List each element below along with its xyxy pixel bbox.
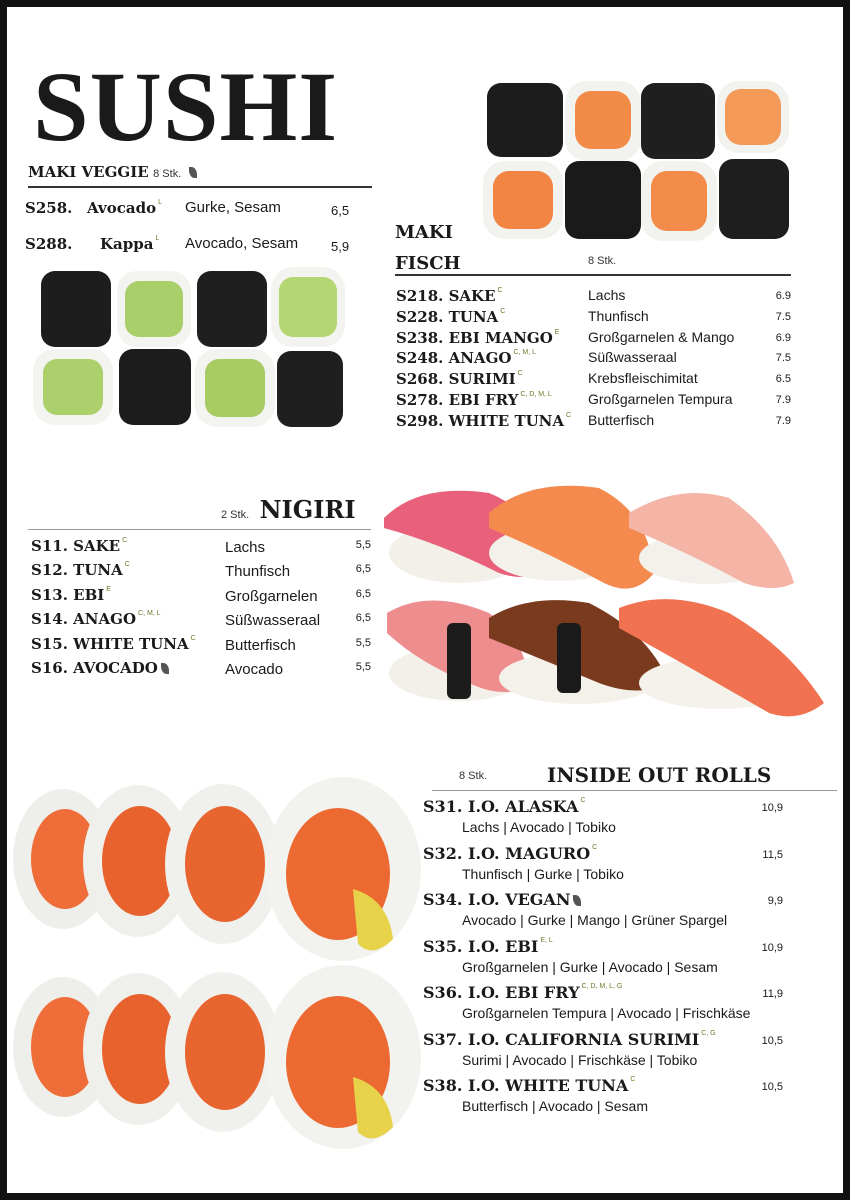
list-item (396, 370, 791, 391)
item-code: S258. (25, 199, 73, 217)
item-desc: Avocado | Gurke | Mango | Grüner Spargel (462, 912, 728, 928)
list-item (31, 659, 371, 683)
item-desc: Thunfisch (225, 563, 291, 581)
maki-fisch-list (396, 287, 791, 433)
item-price: 11,5 (762, 848, 783, 861)
maki-veggie-pieces: 8 Stk. (153, 168, 182, 180)
inside-out-list (423, 797, 823, 1123)
maki-fisch-rule (395, 274, 791, 276)
allergen-label: C (592, 843, 598, 851)
item-name: S268. SURIMI $^C$ (396, 370, 523, 389)
item-price: 6,5 (331, 203, 350, 218)
item-price: 7.9 (775, 393, 791, 406)
item-name: S37. I.O. CALIFORNIA SURIMI $^{C, G}$ (423, 1029, 716, 1049)
item-name: Kappa $^L$ (100, 235, 160, 253)
item-name: S15. WHITE TUNA $^C$ (31, 634, 196, 653)
nigiri-list (31, 537, 371, 683)
item-price: 11,9 (762, 988, 783, 1000)
item-name: Avocado $^L$ (87, 199, 163, 217)
allergen-label: C, M, L (513, 349, 537, 357)
item-name: S14. ANAGO $^{C, M, L}$ (31, 610, 161, 629)
item-desc: Großgarnelen | Gurke | Avocado | Sesam (462, 958, 718, 975)
item-price: 6,5 (355, 612, 371, 625)
list-item (396, 391, 791, 412)
item-price: 6.9 (775, 290, 791, 302)
item-price: 6,5 (355, 563, 371, 576)
item-desc: Thunfisch (588, 307, 649, 324)
page-title: SUSHI (33, 51, 339, 162)
list-item (396, 349, 791, 370)
item-price: 6.9 (775, 331, 791, 344)
item-price: 5,5 (355, 636, 371, 649)
item-name: S238. EBI MANGO $^E$ (396, 328, 560, 347)
list-item (423, 1030, 823, 1077)
maki-veggie-header (28, 163, 197, 182)
item-price: 7.5 (775, 310, 791, 323)
item-desc: Avocado (225, 660, 284, 678)
allergen-label: C (517, 370, 523, 378)
inside-out-rule (432, 790, 837, 791)
item-name: S35. I.O. EBI $^{E, L}$ (423, 936, 553, 956)
list-item (31, 537, 371, 561)
item-desc: Großgarnelen & Mango (588, 328, 735, 345)
allergen-label: L (158, 199, 163, 206)
item-desc: Süßwasseraal (588, 349, 677, 366)
item-price: 6.5 (775, 373, 791, 386)
inside-out-heading: INSIDE OUT ROLLS (547, 763, 772, 787)
nigiri-image (379, 473, 829, 743)
item-desc: Großgarnelen Tempura | Avocado | Frischkäse (462, 1005, 751, 1021)
item-name: S278. EBI FRY $^{C, D, M, L}$ (396, 390, 552, 409)
maki-veggie-rule (28, 186, 372, 188)
item-name: S16. AVOCADO (31, 659, 169, 677)
item-desc: Gurke, Sesam (185, 199, 281, 216)
allergen-label: C, G (701, 1029, 716, 1037)
list-item (423, 983, 823, 1030)
allergen-label: C, D, M, L, G (581, 983, 623, 990)
item-name: S38. I.O. WHITE TUNA $^C$ (423, 1076, 636, 1095)
allergen-label: E, L (540, 936, 553, 944)
allergen-label: L (155, 235, 160, 242)
item-desc: Surimi | Avocado | Frischkäse | Tobiko (462, 1051, 698, 1068)
item-price: 10,5 (761, 1081, 783, 1093)
item-desc: Lachs (588, 287, 626, 303)
list-item (423, 890, 823, 937)
allergen-label: C, D, M, L (520, 390, 552, 398)
maki-fisch-image (481, 77, 791, 242)
list-item (31, 635, 371, 659)
nigiri-rule (28, 529, 371, 530)
vegan-leaf-icon (161, 663, 169, 674)
item-code: S288. (25, 235, 73, 253)
item-name: S248. ANAGO $^{C, M, L}$ (396, 349, 537, 368)
allergen-label: C (122, 537, 128, 544)
list-item (31, 610, 371, 634)
maki-veggie-list (25, 199, 365, 271)
item-name: S32. I.O. MAGURO $^C$ (423, 843, 598, 863)
item-price: 5,9 (331, 239, 350, 254)
maki-veggie-image (27, 265, 347, 429)
allergen-label: C (630, 1076, 636, 1083)
inside-out-pieces: 8 Stk. (459, 770, 488, 782)
maki-veggie-heading: MAKI VEGGIE (28, 163, 149, 181)
allergen-label: C (580, 797, 586, 804)
menu-page (7, 7, 843, 1193)
item-price: 5,5 (355, 660, 371, 673)
item-name: S36. I.O. EBI FRY $^{C, D, M, L, G}$ (423, 983, 623, 1002)
item-name: S298. WHITE TUNA $^C$ (396, 411, 572, 430)
item-desc: Süßwasseraal (225, 612, 321, 630)
allergen-label: C (190, 634, 196, 642)
maki-fisch-heading: MAKI FISCH (395, 222, 461, 274)
item-desc: Avocado, Sesam (185, 235, 299, 252)
allergen-label: C (497, 287, 503, 294)
list-item (25, 199, 365, 235)
allergen-label: E (554, 328, 560, 336)
list-item (423, 1076, 823, 1123)
vegan-leaf-icon (573, 895, 581, 906)
list-item (31, 561, 371, 585)
maki-fisch-pieces: 8 Stk. (588, 255, 617, 267)
item-desc: Krebsfleischimitat (588, 370, 698, 387)
list-item (423, 937, 823, 984)
item-price: 10,5 (761, 1034, 783, 1047)
item-price: 6,5 (355, 587, 371, 600)
item-desc: Lachs (225, 539, 266, 556)
item-desc: Butterfisch | Avocado | Sesam (462, 1098, 648, 1114)
nigiri-heading: NIGIRI (259, 495, 356, 524)
item-name: S218. SAKE $^C$ (396, 287, 503, 305)
item-desc: Thunfisch | Gurke | Tobiko (462, 865, 624, 882)
item-price: 9,9 (767, 895, 783, 907)
item-desc: Großgarnelen Tempura (588, 390, 733, 407)
item-name: S12. TUNA $^C$ (31, 561, 130, 580)
list-item (423, 797, 823, 844)
list-item (396, 287, 791, 308)
allergen-label: C (124, 561, 130, 569)
item-name: S11. SAKE $^C$ (31, 537, 128, 555)
item-name: S228. TUNA $^C$ (396, 307, 506, 326)
item-price: 10,9 (761, 941, 783, 954)
vegan-leaf-icon (189, 167, 197, 178)
item-desc: Großgarnelen (225, 587, 318, 605)
nigiri-header (221, 495, 356, 524)
item-price: 7.5 (775, 352, 791, 365)
allergen-label: C (566, 411, 572, 419)
item-price: 7.9 (775, 414, 791, 427)
list-item (31, 586, 371, 610)
list-item (396, 329, 791, 350)
nigiri-pieces: 2 Stk. (221, 509, 250, 521)
item-price: 5,5 (355, 539, 371, 551)
item-desc: Butterfisch (225, 636, 296, 654)
inside-out-image (13, 769, 423, 1169)
item-desc: Butterfisch (588, 411, 655, 428)
item-name: S31. I.O. ALASKA $^C$ (423, 797, 586, 816)
list-item (396, 308, 791, 329)
list-item (423, 844, 823, 891)
list-item (396, 412, 791, 433)
item-price: 10,9 (761, 802, 783, 814)
item-name: S13. EBI $^E$ (31, 585, 111, 604)
allergen-label: E (106, 585, 111, 593)
item-desc: Lachs | Avocado | Tobiko (462, 819, 616, 835)
allergen-label: C (500, 307, 506, 315)
item-name: S34. I.O. VEGAN (423, 890, 581, 909)
allergen-label: C, M, L (138, 610, 161, 618)
